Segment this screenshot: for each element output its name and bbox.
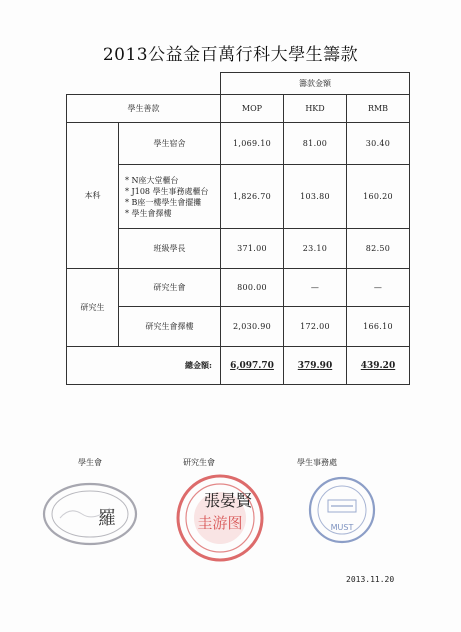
value-rmb: — [347, 269, 410, 307]
value-rmb: 160.20 [347, 165, 410, 229]
signature-label-student-affairs: 學生事務處 [297, 458, 337, 467]
value-mop: 371.00 [221, 229, 284, 269]
currency-header-rmb: RMB [347, 95, 410, 123]
table-header-row-2 [67, 95, 410, 123]
table-row [67, 165, 410, 229]
value-rmb: 30.40 [347, 123, 410, 165]
group-header: 籌款金額 [221, 73, 410, 95]
total-hkd: 379.90 [284, 347, 347, 385]
document-date: 2013.11.20 [346, 575, 395, 584]
item-column-header: 學生善款 [67, 95, 221, 123]
list-item: * 學生會擇樓 [125, 208, 172, 218]
value-hkd: 172.00 [284, 307, 347, 347]
value-mop: 1,069.10 [221, 123, 284, 165]
table-row [67, 269, 410, 307]
signature-label-student-union: 學生會 [78, 458, 102, 467]
row-item: 研究生會 [119, 269, 221, 307]
value-mop: 1,826.70 [221, 165, 284, 229]
value-mop: 800.00 [221, 269, 284, 307]
stamp-text: 圭游图 [197, 514, 243, 532]
list-item: * B座一樓學生會擺攤 [125, 197, 202, 207]
total-mop: 6,097.70 [221, 347, 284, 385]
table-row [67, 229, 410, 269]
section-graduate: 研究生 [67, 269, 119, 347]
total-rmb: 439.20 [347, 347, 410, 385]
total-row [67, 347, 410, 385]
value-rmb: 82.50 [347, 229, 410, 269]
signature-label-graduate-union: 研究生會 [183, 458, 215, 467]
value-hkd: 103.80 [284, 165, 347, 229]
total-label: 總金額: [67, 347, 221, 385]
currency-header-mop: MOP [221, 95, 284, 123]
table-row [67, 123, 410, 165]
student-union-stamp-icon [40, 478, 140, 550]
stamp-text: MUST [330, 523, 354, 532]
table-header-row-1 [67, 73, 410, 95]
row-item-list [119, 165, 221, 229]
section-undergraduate: 本科 [67, 123, 119, 269]
list-item: * N座大堂櫃台 [125, 175, 179, 185]
row-item: 研究生會擇樓 [119, 307, 221, 347]
graduate-union-stamp-icon [170, 470, 272, 568]
handwritten-signature: 羅 [98, 508, 116, 529]
blank-cell [67, 73, 221, 95]
currency-header-hkd: HKD [284, 95, 347, 123]
page-title: 2013公益金百萬行科大學生籌款 [102, 45, 359, 65]
list-item: * J108 學生事務處櫃台 [125, 186, 209, 196]
table-row [67, 307, 410, 347]
value-mop: 2,030.90 [221, 307, 284, 347]
fundraising-table [66, 72, 410, 385]
value-hkd: — [284, 269, 347, 307]
student-affairs-stamp-icon [298, 470, 390, 554]
value-hkd: 81.00 [284, 123, 347, 165]
value-rmb: 166.10 [347, 307, 410, 347]
row-item: 學生宿舍 [119, 123, 221, 165]
handwritten-signature: 張晏賢 [203, 491, 253, 510]
value-hkd: 23.10 [284, 229, 347, 269]
row-item: 班級學長 [119, 229, 221, 269]
